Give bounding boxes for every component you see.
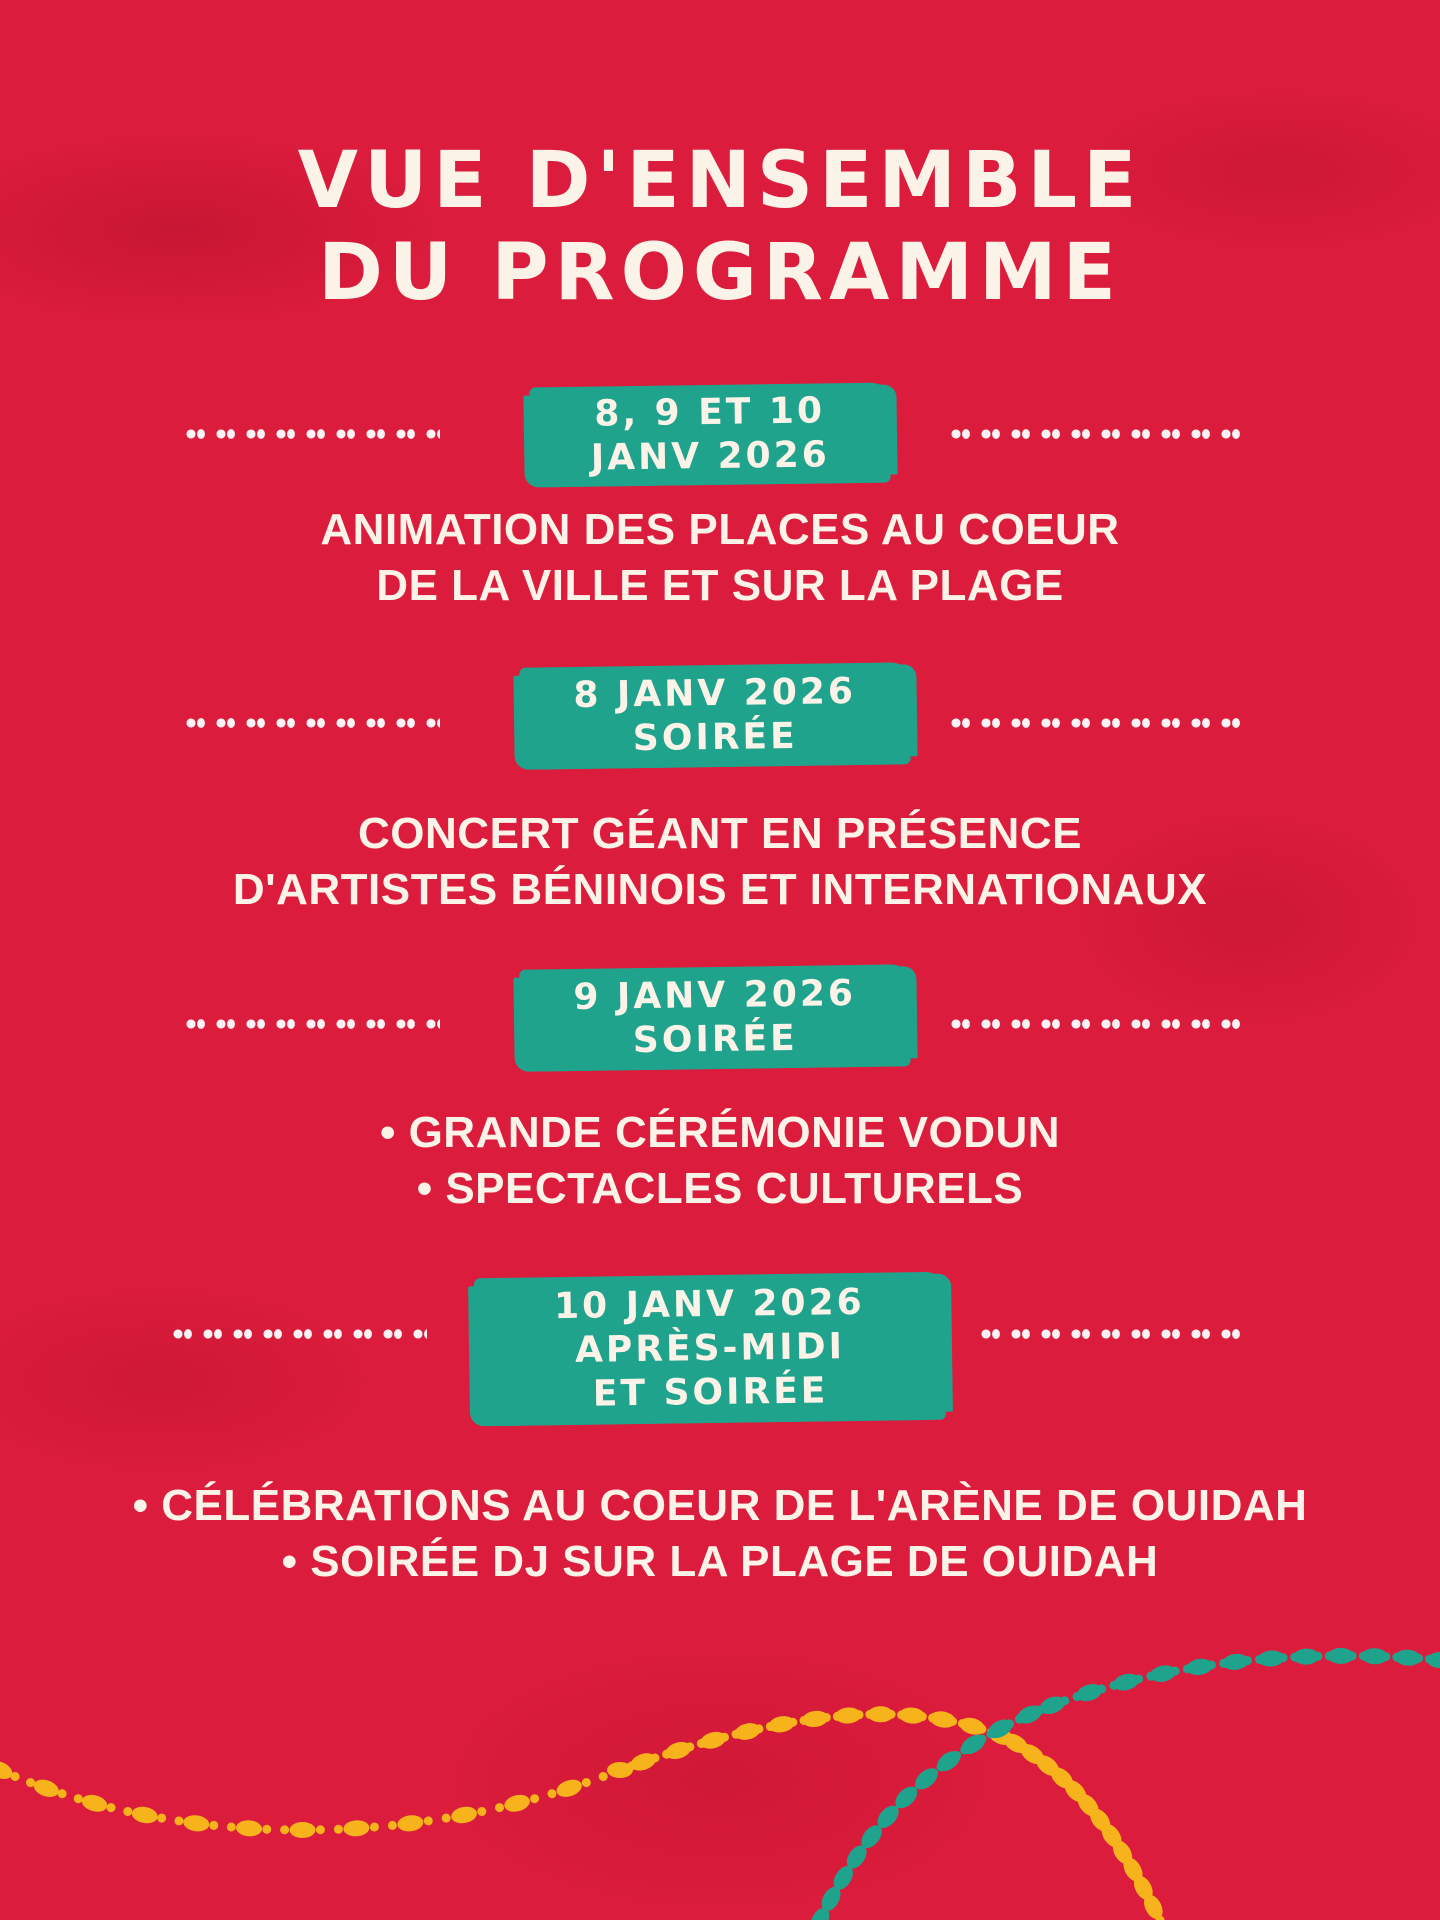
bead: [597, 1771, 609, 1783]
bead-divider-icon: [185, 428, 440, 440]
event-line: CONCERT GÉANT EN PRÉSENCE: [358, 809, 1082, 858]
bead-divider-icon: [950, 717, 1240, 729]
bead: [209, 1820, 219, 1830]
bead: [494, 1802, 505, 1813]
bead: [546, 1788, 557, 1799]
bead-divider-icon: [950, 428, 1240, 440]
bead: [387, 1820, 397, 1830]
cowrie-shell: [182, 1814, 210, 1833]
event-line: ANIMATION DES PLACES AU COEUR: [320, 505, 1120, 554]
date-badge-line: SOIRÉE: [632, 1017, 799, 1062]
teal-cowrie-strand: [807, 1648, 1440, 1920]
event-line: • SPECTACLES CULTURELS: [416, 1164, 1024, 1213]
event-line: • SOIRÉE DJ SUR LA PLAGE DE OUIDAH: [281, 1537, 1159, 1586]
bead: [441, 1813, 451, 1823]
bead: [157, 1813, 167, 1823]
date-badge: [519, 662, 910, 769]
bead: [334, 1825, 343, 1834]
date-badge-line: 8 JANV 2026: [573, 671, 857, 716]
event-description: [0, 1105, 1440, 1217]
cowrie-shell: [236, 1820, 263, 1838]
bead: [280, 1825, 289, 1834]
date-badge: [519, 964, 910, 1071]
bead: [423, 1816, 433, 1826]
cowrie-shell: [343, 1819, 370, 1837]
bead: [581, 1777, 592, 1788]
bead: [122, 1806, 133, 1817]
cowrie-shell: [958, 1731, 989, 1758]
title-line-2: DU PROGRAMME: [318, 228, 1122, 318]
event-line: D'ARTISTES BÉNINOIS ET INTERNATIONAUX: [232, 865, 1208, 914]
event-description: [0, 502, 1440, 614]
bead-divider-icon: [172, 1328, 427, 1340]
title-line-1: VUE D'ENSEMBLE: [297, 136, 1143, 226]
bead: [529, 1793, 540, 1804]
date-badge-line: 9 JANV 2026: [573, 973, 857, 1018]
date-badge-line: 10 JANV 2026: [553, 1281, 865, 1328]
cowrie-shell: [933, 1747, 963, 1775]
cowrie-shell-strand-icon: [0, 1600, 1440, 1920]
cowrie-shell: [450, 1805, 479, 1826]
cowrie-shell: [130, 1805, 159, 1826]
bead: [370, 1822, 380, 1832]
bead: [262, 1825, 271, 1834]
page-title: [0, 135, 1440, 319]
bead: [174, 1816, 184, 1826]
date-badge-line: SOIRÉE: [632, 715, 799, 760]
date-badge: [474, 1272, 946, 1427]
bead: [106, 1802, 117, 1813]
date-badge-line: 8, 9 ET 10: [594, 390, 826, 435]
bead-divider-icon: [950, 1018, 1240, 1030]
event-description: [0, 1478, 1440, 1590]
cowrie-shell: [503, 1792, 532, 1814]
cowrie-shell: [80, 1792, 109, 1814]
bead-divider-icon: [185, 717, 440, 729]
date-badge-line: JANV 2026: [590, 434, 831, 479]
bead: [476, 1806, 487, 1817]
date-badge-line: APRÈS-MIDI: [574, 1326, 846, 1371]
cowrie-shell: [1427, 1652, 1440, 1668]
event-line: • CÉLÉBRATIONS AU COEUR DE L'ARÈNE DE OUIDAH: [132, 1481, 1308, 1530]
event-description: [0, 806, 1440, 918]
bead-divider-icon: [980, 1328, 1240, 1340]
event-line: • GRANDE CÉRÉMONIE VODUN: [379, 1108, 1061, 1157]
bead: [316, 1825, 325, 1834]
cowrie-shell: [31, 1776, 61, 1800]
cowrie-shell: [396, 1814, 424, 1833]
cowrie-shell: [289, 1822, 315, 1838]
date-badge-line: ET SOIRÉE: [592, 1370, 829, 1415]
cowrie-shell: [554, 1777, 584, 1800]
bead-divider-icon: [185, 1018, 440, 1030]
event-line: DE LA VILLE ET SUR LA PLAGE: [376, 561, 1064, 610]
date-badge: [529, 382, 890, 487]
bead: [226, 1822, 236, 1832]
